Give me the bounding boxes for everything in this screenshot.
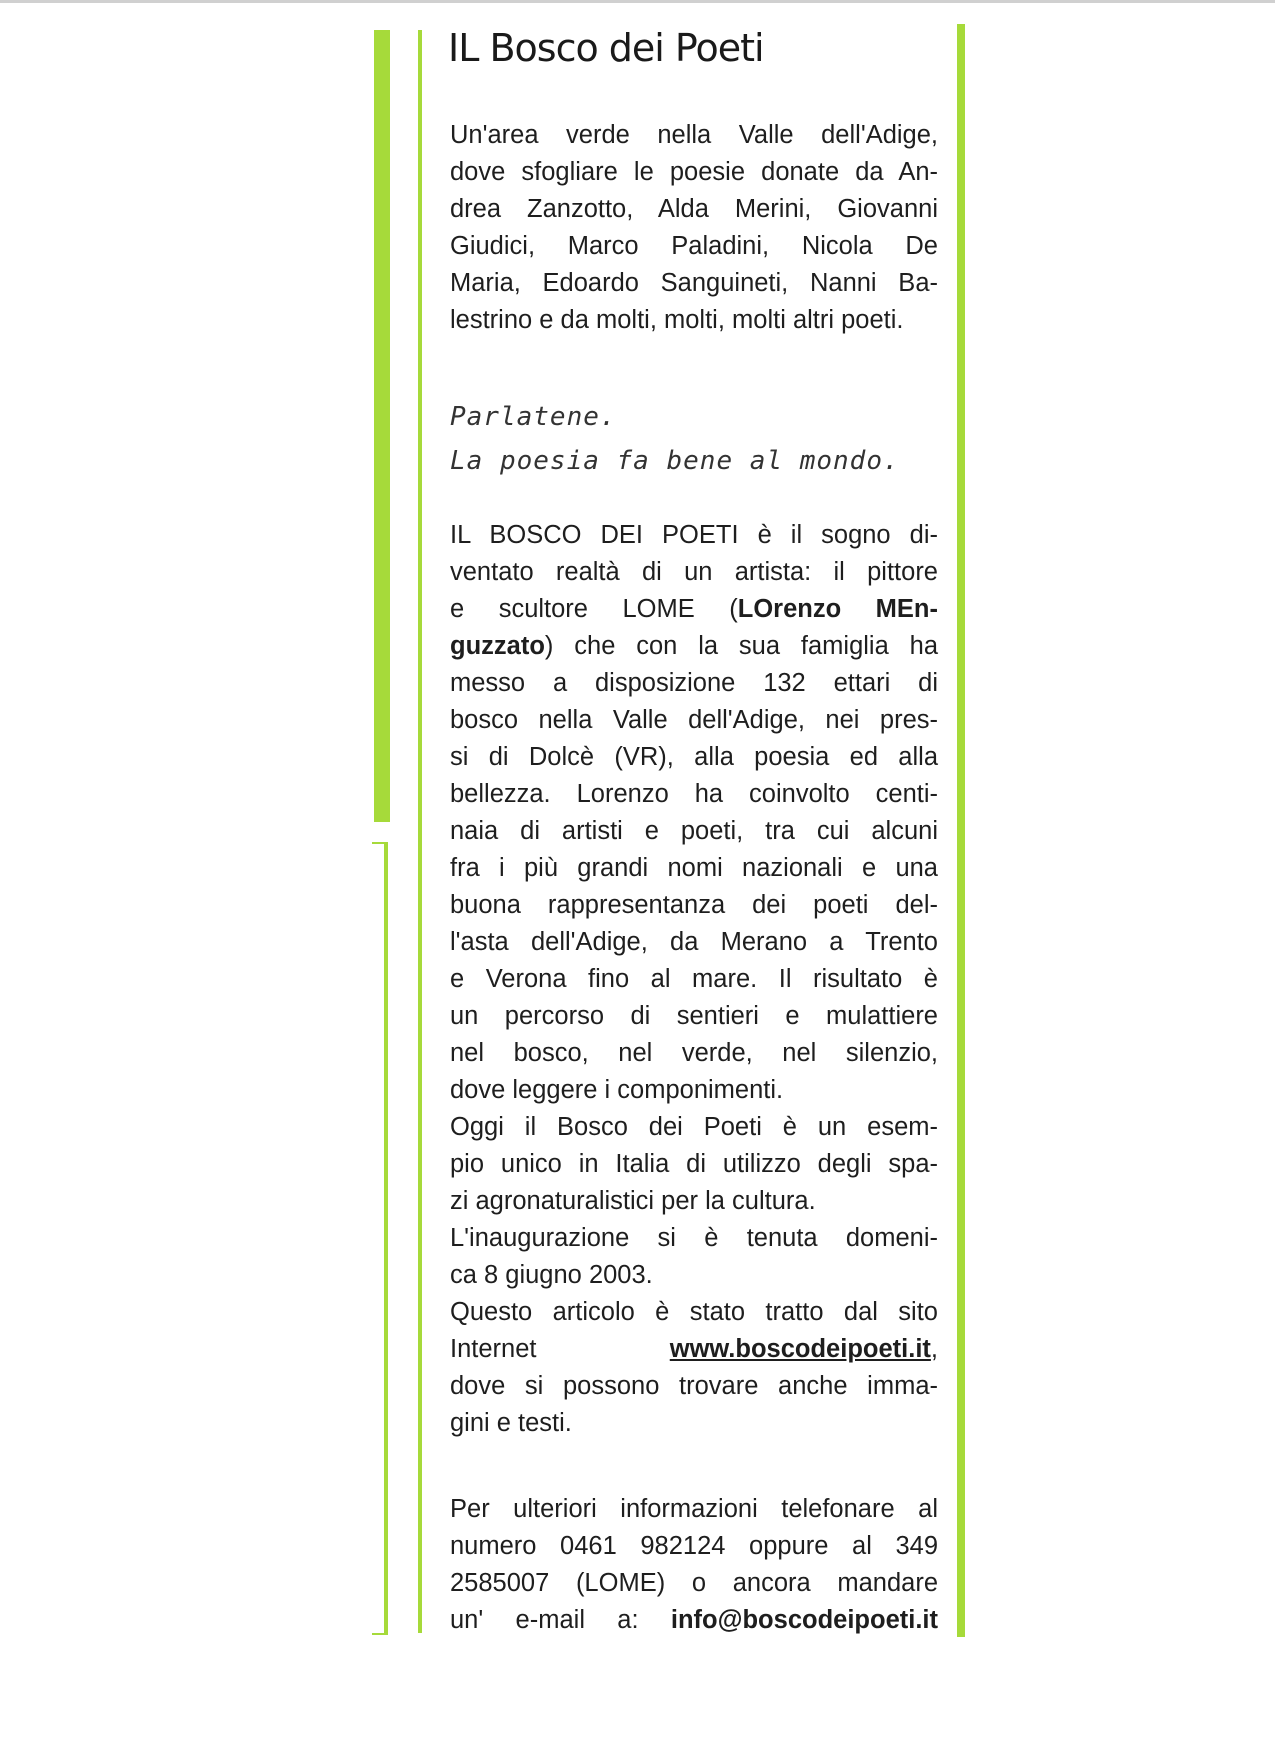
intro-line: drea Zanzotto, Alda Merini, Giovanni bbox=[450, 195, 938, 223]
motto bbox=[450, 395, 900, 483]
body-line: bellezza. Lorenzo ha coinvolto centi- bbox=[450, 780, 938, 808]
body-text: Internet bbox=[450, 1335, 670, 1363]
contact-text: un' e-mail a: bbox=[450, 1606, 671, 1634]
intro-line: Un'area verde nella Valle dell'Adige, bbox=[450, 121, 938, 149]
body-text: e scultore LOME ( bbox=[450, 595, 738, 623]
contact-paragraph bbox=[450, 1491, 938, 1639]
intro-line: lestrino e da molti, molti, molti altri poeti. bbox=[450, 306, 904, 334]
motto-line-2: La poesia fa bene al mondo. bbox=[450, 446, 900, 476]
body-line bbox=[450, 1331, 938, 1368]
lome-name-bold: LOrenzo MEn- bbox=[737, 595, 938, 623]
page-title: IL Bosco dei Poeti bbox=[448, 26, 764, 70]
right-green-rule bbox=[957, 24, 965, 1637]
left-inner-green-rule bbox=[418, 30, 422, 1633]
body-line bbox=[450, 591, 938, 628]
scan-top-edge bbox=[0, 0, 1275, 3]
email-link[interactable]: info@boscodeipoeti.it bbox=[670, 1606, 938, 1634]
body-line: IL BOSCO DEI POETI è il sogno di- bbox=[450, 521, 938, 549]
body-line: Questo articolo è stato tratto dal sito bbox=[450, 1298, 938, 1326]
body-line: ventato realtà di un artista: il pittore bbox=[450, 558, 938, 586]
body-line: gini e testi. bbox=[450, 1409, 572, 1437]
body-line: buona rappresentanza dei poeti del- bbox=[450, 891, 938, 919]
body-line: dove leggere i componimenti. bbox=[450, 1076, 784, 1104]
body-line: nel bosco, nel verde, nel silenzio, bbox=[450, 1039, 938, 1067]
motto-line-1: Parlatene. bbox=[450, 402, 617, 432]
left-green-bar bbox=[374, 30, 390, 822]
body-line: l'asta dell'Adige, da Merano a Trento bbox=[450, 928, 938, 956]
body-line: Oggi il Bosco dei Poeti è un esem- bbox=[450, 1113, 938, 1141]
body-paragraph bbox=[450, 517, 938, 1442]
contact-line: numero 0461 982124 oppure al 349 bbox=[450, 1532, 938, 1560]
body-line: messo a disposizione 132 ettari di bbox=[450, 669, 938, 697]
contact-line bbox=[450, 1602, 938, 1639]
contact-line: Per ulteriori informazioni telefonare al bbox=[450, 1495, 938, 1523]
contact-line: 2585007 (LOME) o ancora mandare bbox=[450, 1569, 938, 1597]
body-line: L'inaugurazione si è tenuta domeni- bbox=[450, 1224, 938, 1252]
body-line: ca 8 giugno 2003. bbox=[450, 1261, 653, 1289]
body-line: naia di artisti e poeti, tra cui alcuni bbox=[450, 817, 938, 845]
body-text: ) che con la sua famiglia ha bbox=[544, 632, 938, 660]
lome-name-bold: guzzato bbox=[450, 632, 545, 660]
body-line: fra i più grandi nomi nazionali e una bbox=[450, 854, 938, 882]
website-link[interactable]: www.boscodeipoeti.it bbox=[669, 1335, 931, 1363]
body-text: , bbox=[930, 1335, 938, 1363]
intro-line: Giudici, Marco Paladini, Nicola De bbox=[450, 232, 938, 260]
intro-line: dove sfogliare le poesie donate da An- bbox=[450, 158, 938, 186]
intro-paragraph bbox=[450, 117, 938, 339]
body-line: pio unico in Italia di utilizzo degli spa- bbox=[450, 1150, 938, 1178]
body-line: un percorso di sentieri e mulattiere bbox=[450, 1002, 938, 1030]
body-line: dove si possono trovare anche imma- bbox=[450, 1372, 938, 1400]
intro-line: Maria, Edoardo Sanguineti, Nanni Ba- bbox=[450, 269, 938, 297]
body-line: e Verona fino al mare. Il risultato è bbox=[450, 965, 938, 993]
body-line bbox=[450, 628, 938, 665]
body-line: bosco nella Valle dell'Adige, nei pres- bbox=[450, 706, 938, 734]
body-line: zi agronaturalistici per la cultura. bbox=[450, 1187, 816, 1215]
left-green-bracket bbox=[372, 842, 388, 1635]
body-line: si di Dolcè (VR), alla poesia ed alla bbox=[450, 743, 938, 771]
